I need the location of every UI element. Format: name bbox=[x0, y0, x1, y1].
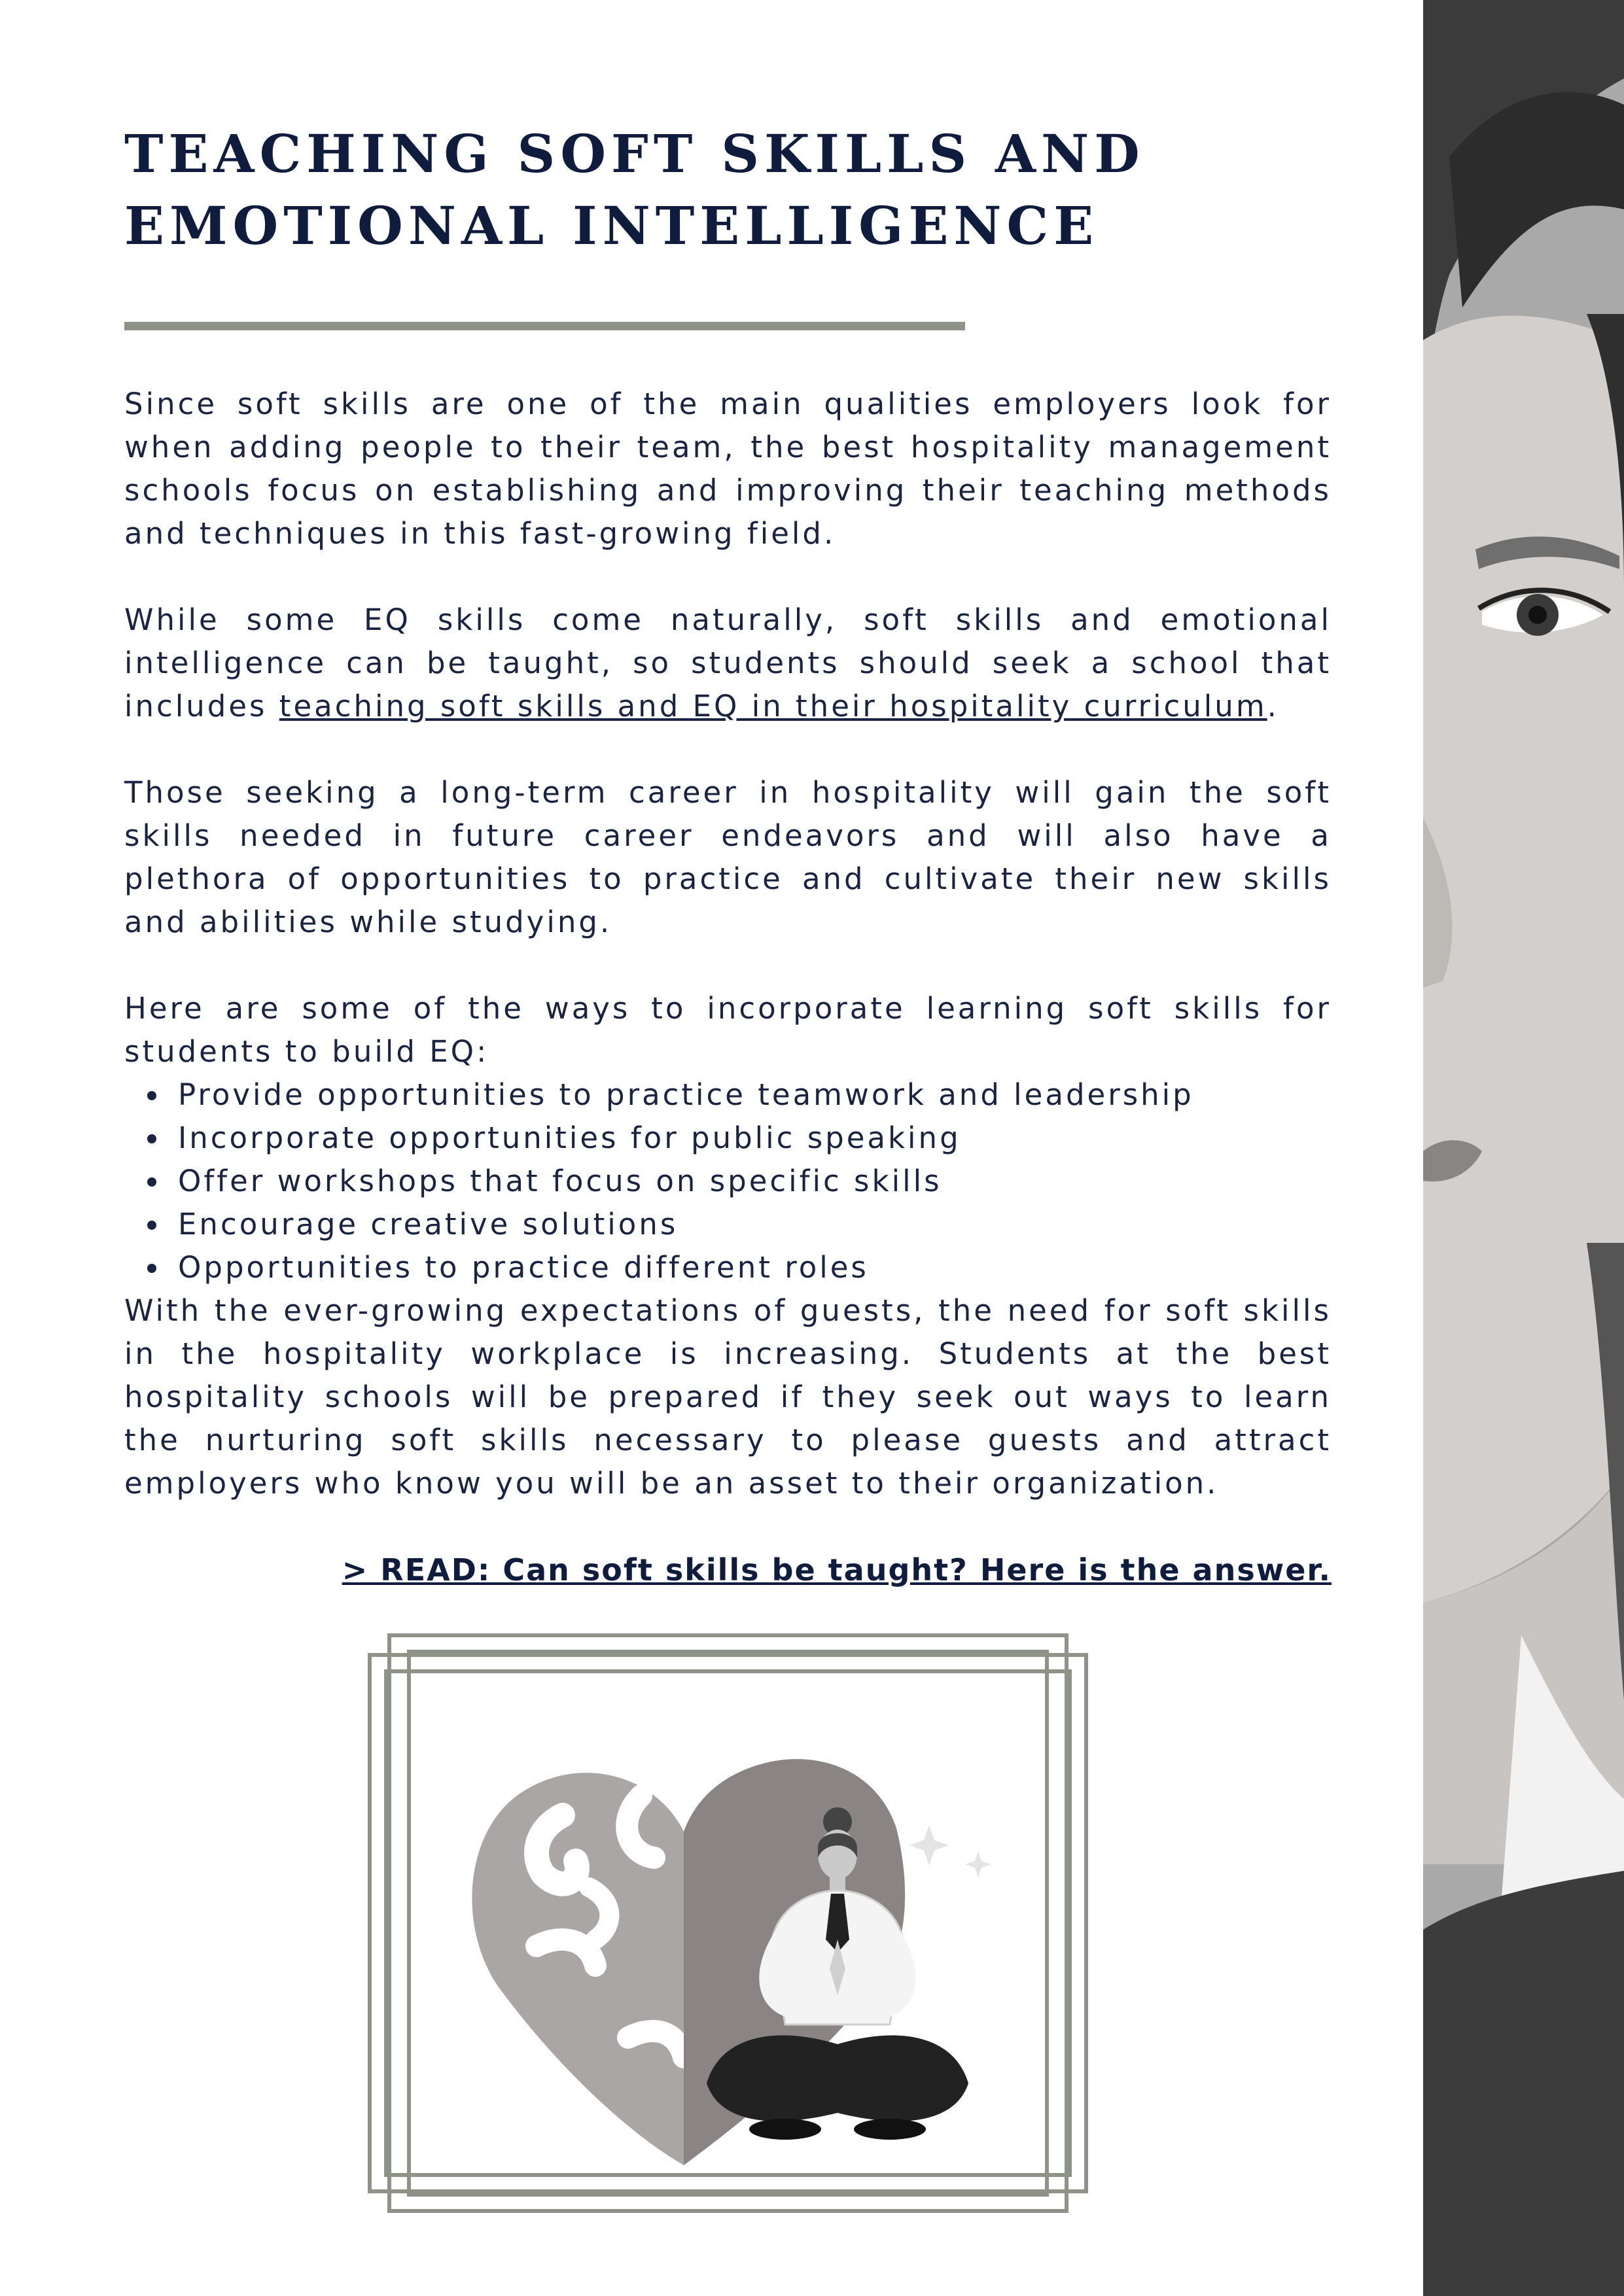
bullet-icon bbox=[147, 1134, 156, 1143]
list-item-text: Offer workshops that focus on specific skills bbox=[178, 1164, 942, 1198]
list-item-text: Incorporate opportunities for public speaking bbox=[178, 1121, 961, 1155]
page-title bbox=[124, 118, 1332, 262]
bullet-icon bbox=[147, 1264, 156, 1273]
list-item-text: Opportunities to practice different roles bbox=[178, 1250, 869, 1285]
title-divider bbox=[124, 322, 965, 330]
list-item bbox=[124, 1203, 1332, 1246]
list-item-text: Provide opportunities to practice teamwork and leadership bbox=[178, 1077, 1194, 1112]
paragraph-4: Here are some of the ways to incorporate learning soft skills for students to build EQ: bbox=[124, 991, 1332, 1069]
list-item bbox=[124, 1073, 1332, 1117]
title-line-1: TEACHING SOFT SKILLS AND bbox=[124, 123, 1145, 184]
bullet-icon bbox=[147, 1177, 156, 1187]
list-item-text: Encourage creative solutions bbox=[178, 1207, 679, 1242]
list-item bbox=[124, 1117, 1332, 1160]
title-line-2: EMOTIONAL INTELLIGENCE bbox=[124, 195, 1099, 256]
article-body bbox=[124, 383, 1332, 1505]
paragraph-1: Since soft skills are one of the main qualities employers look for when adding people to their team, the best hospitality management schools focus on establishing and improving their teaching methods and techniques in this fast-growing field. bbox=[124, 387, 1332, 551]
paragraph-3: Those seeking a long-term career in hospitality will gain the soft skills needed in future career endeavors and will also have a plethora of opportunities to practice and cultivate their new skills and abilities while studying. bbox=[124, 775, 1332, 939]
paragraph-2-text: While some EQ skills come naturally, soft skills and emotional intelligence can be taught, so students should seek a school that includes bbox=[124, 602, 1332, 723]
paragraph-2-end: . bbox=[1267, 689, 1279, 723]
paragraph-2 bbox=[124, 599, 1332, 728]
bullet-icon bbox=[147, 1221, 156, 1230]
portrait-photo-art bbox=[1423, 0, 1624, 2296]
bullet-icon bbox=[147, 1091, 156, 1100]
article bbox=[124, 98, 1332, 1592]
brain-heart-illustration bbox=[366, 1632, 1089, 2214]
illustration-frame bbox=[366, 1632, 1089, 2214]
curriculum-link[interactable]: teaching soft skills and EQ in their hospitality curriculum bbox=[279, 689, 1267, 723]
list-item bbox=[124, 1246, 1332, 1289]
read-more-link[interactable]: > READ: Can soft skills be taught? Here is the answer. bbox=[342, 1552, 1332, 1588]
bullet-list bbox=[124, 1073, 1332, 1289]
paragraph-5: With the ever-growing expectations of guests, the need for soft skills in the hospitality workplace is increasing. Students at the best hospitality schools will be prepared if they seek out ways to learn the nurturing soft skills necessary to please guests and attract employers who know you will be an asset to their organization. bbox=[124, 1293, 1332, 1501]
read-more bbox=[124, 1548, 1332, 1592]
list-item bbox=[124, 1160, 1332, 1203]
portrait-photo bbox=[1423, 0, 1624, 2296]
